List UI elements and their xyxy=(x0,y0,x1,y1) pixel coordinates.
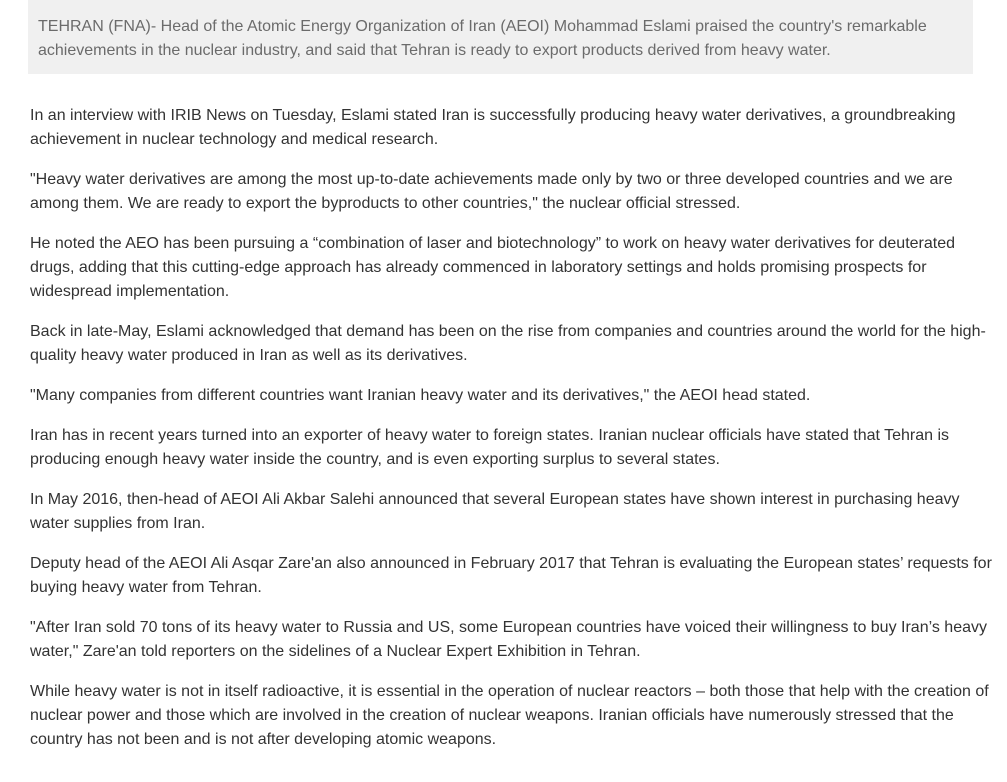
article-paragraph: "After Iran sold 70 tons of its heavy water to Russia and US, some European countries have voiced their willingness to buy Iran’s heavy water," Zare'an told reporters on the sidelines of a Nuclear Expert Exhibition in Tehran. xyxy=(30,619,987,660)
article-paragraph: While heavy water is not in itself radioactive, it is essential in the operation of nuclear reactors – both those that help with the creation of nuclear power and those which are involved in the creation of nuclear weapons. Iranian officials have numerously stressed that the country has not been and is not after developing atomic weapons. xyxy=(30,683,989,748)
article-paragraph: In an interview with IRIB News on Tuesday, Eslami stated Iran is successfully producing heavy water derivatives, a groundbreaking achievement in nuclear technology and medical research. xyxy=(30,107,956,148)
article-paragraph: "Many companies from different countries want Iranian heavy water and its derivatives," the AEOI head stated. xyxy=(30,387,811,404)
article-lead-box xyxy=(28,0,973,74)
article-lead: TEHRAN (FNA)- Head of the Atomic Energy Organization of Iran (AEOI) Mohammad Eslami praised the country's remarkable achievements in the nuclear industry, and said that Tehran is ready to export products derived from heavy water. xyxy=(38,18,927,59)
article-paragraph: In May 2016, then-head of AEOI Ali Akbar Salehi announced that several European states have shown interest in purchasing heavy water supplies from Iran. xyxy=(30,491,960,532)
article-body xyxy=(30,104,994,768)
article-paragraph: Iran has in recent years turned into an exporter of heavy water to foreign states. Iranian nuclear officials have stated that Tehran is producing enough heavy water inside the country, and is even exporting surplus to several states. xyxy=(30,427,950,468)
article-paragraph: Back in late-May, Eslami acknowledged that demand has been on the rise from companies and countries around the world for the high-quality heavy water produced in Iran as well as its derivatives. xyxy=(30,323,986,364)
article-paragraph: Deputy head of the AEOI Ali Asqar Zare'an also announced in February 2017 that Tehran is evaluating the European states’ requests for buying heavy water from Tehran. xyxy=(30,555,992,596)
article-paragraph: He noted the AEO has been pursuing a “combination of laser and biotechnology” to work on heavy water derivatives for deuterated drugs, adding that this cutting-edge approach has already commenced in laboratory settings and holds promising prospects for widespread implementation. xyxy=(30,235,955,300)
article-paragraph: "Heavy water derivatives are among the most up-to-date achievements made only by two or three developed countries and we are among them. We are ready to export the byproducts to other countries," the nuclear official stressed. xyxy=(30,171,953,212)
